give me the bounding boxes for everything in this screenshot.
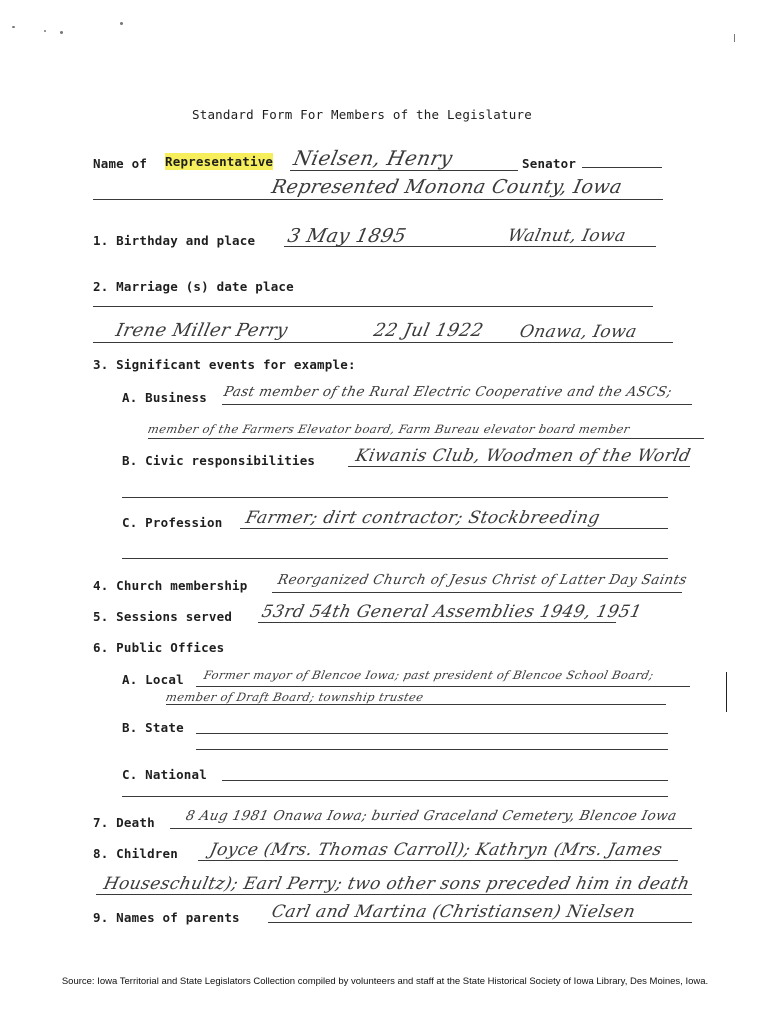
scan-speck xyxy=(734,34,735,42)
sessions-label: 5. Sessions served xyxy=(93,609,233,624)
parents-label: 9. Names of parents xyxy=(93,910,240,925)
local-label: A. Local xyxy=(122,672,184,687)
handwritten-death: 8 Aug 1981 Onawa Iowa; buried Graceland Cemetery, Blencoe Iowa xyxy=(184,808,679,824)
business-line xyxy=(222,404,692,405)
handwritten-parents: Carl and Martina (Christiansen) Nielsen xyxy=(269,902,638,922)
children-line xyxy=(198,860,678,861)
birthday-line xyxy=(284,246,656,247)
handwritten-marriage-date: 22 Jul 1922 xyxy=(371,320,486,341)
national-line-2 xyxy=(122,796,668,797)
national-label: C. National xyxy=(122,767,207,782)
handwritten-birth-place: Walnut, Iowa xyxy=(505,226,628,246)
marriage-label: 2. Marriage (s) date place xyxy=(93,279,294,294)
handwritten-sessions: 53rd 54th General Assemblies 1949, 1951 xyxy=(259,602,644,622)
events-label: 3. Significant events for example: xyxy=(93,357,356,372)
profession-line-2 xyxy=(122,558,668,559)
business-label: A. Business xyxy=(122,390,207,405)
civic-label: B. Civic responsibilities xyxy=(122,453,316,468)
handwritten-business-2: member of the Farmers Elevator board, Farm Bureau elevator board member xyxy=(146,422,632,436)
profession-line xyxy=(240,528,668,529)
children-label: 8. Children xyxy=(93,846,178,861)
state-line-2 xyxy=(196,749,668,750)
church-line xyxy=(272,592,682,593)
name-of-label: Name of xyxy=(93,156,148,171)
civic-line-2 xyxy=(122,497,668,498)
marriage-line-2 xyxy=(93,342,673,343)
civic-line xyxy=(348,466,690,467)
state-line xyxy=(196,733,668,734)
state-label: B. State xyxy=(122,720,184,735)
handwritten-children-2: Houseschultz); Earl Perry; two other sons preceded him in death xyxy=(101,874,692,894)
scan-speck xyxy=(12,26,15,28)
handwritten-profession: Farmer; dirt contractor; Stockbreeding xyxy=(243,508,602,528)
scan-speck xyxy=(44,30,46,32)
handwritten-children-1: Joyce (Mrs. Thomas Carroll); Kathryn (Mrs. James xyxy=(207,840,665,860)
name-line xyxy=(290,170,518,171)
source-caption: Source: Iowa Territorial and State Legislators Collection compiled by volunteers and staff at the State Historical Society of Iowa Library, Des Moines, Iowa. xyxy=(61,976,709,987)
local-line xyxy=(196,686,690,687)
handwritten-business-1: Past member of the Rural Electric Cooperative and the ASCS; xyxy=(222,384,674,400)
handwritten-birth-date: 3 May 1895 xyxy=(285,225,409,247)
children-line-2 xyxy=(96,894,692,895)
handwritten-church: Reorganized Church of Jesus Christ of Latter Day Saints xyxy=(276,572,689,588)
handwritten-local-2: member of Draft Board; township trustee xyxy=(164,690,426,704)
form-title: Standard Form For Members of the Legislature xyxy=(192,107,532,122)
handwritten-spouse: Irene Miller Perry xyxy=(113,320,290,341)
scan-speck xyxy=(120,22,123,25)
margin-mark xyxy=(726,672,727,712)
business-line-2 xyxy=(148,438,704,439)
profession-label: C. Profession xyxy=(122,515,223,530)
handwritten-represented: Represented Monona County, Iowa xyxy=(269,176,625,198)
represented-line xyxy=(93,199,663,200)
handwritten-civic: Kiwanis Club, Woodmen of the World xyxy=(353,446,693,466)
parents-line xyxy=(268,922,692,923)
church-label: 4. Church membership xyxy=(93,578,248,593)
handwritten-marriage-place: Onawa, Iowa xyxy=(517,322,639,342)
death-line xyxy=(170,828,692,829)
scan-speck xyxy=(60,31,63,34)
birthday-label: 1. Birthday and place xyxy=(93,233,256,248)
sessions-line xyxy=(258,622,616,623)
local-line-2 xyxy=(166,704,666,705)
handwritten-name: Nielsen, Henry xyxy=(291,146,456,170)
representative-label: Representative xyxy=(165,154,274,169)
marriage-line-1 xyxy=(93,306,653,307)
national-line xyxy=(222,780,668,781)
senator-line xyxy=(582,167,662,168)
senator-label: Senator xyxy=(522,156,577,171)
death-label: 7. Death xyxy=(93,815,155,830)
handwritten-local-1: Former mayor of Blencoe Iowa; past president of Blencoe School Board; xyxy=(202,668,656,682)
public-offices-label: 6. Public Offices xyxy=(93,640,225,655)
